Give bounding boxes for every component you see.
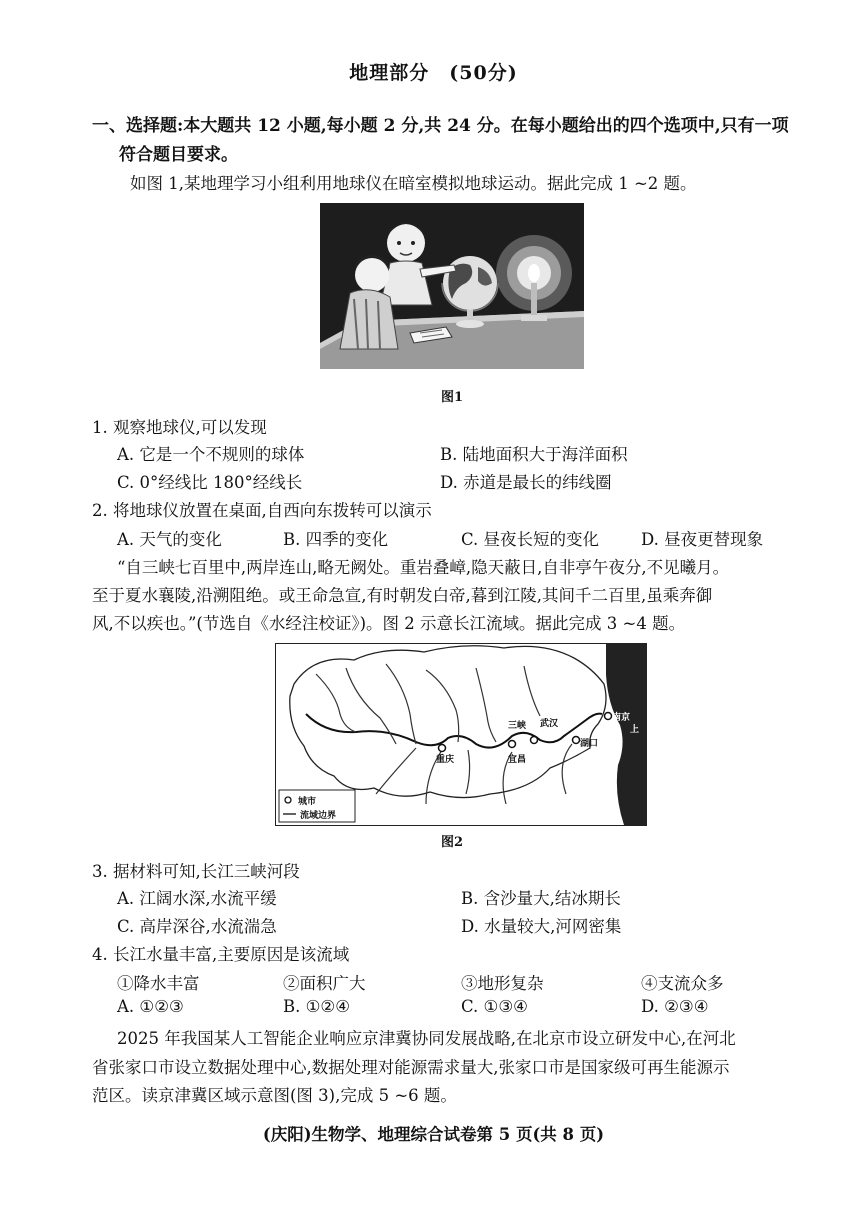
q4-option-c: C. ①③④ — [461, 997, 528, 1016]
passage1-line3: 风,不以疾也。”(节选自《水经注校证》)。图 2 示意长江流域。据此完成 3 ~4 题。 — [92, 614, 686, 633]
q2-option-a: A. 天气的变化 — [117, 530, 222, 549]
figure-2-yangtze-map — [275, 643, 647, 826]
q3-option-b: B. 含沙量大,结冰期长 — [461, 889, 621, 908]
legend-city-label: 城市 — [298, 797, 317, 807]
q3-stem: 3. 据材料可知,长江三峡河段 — [92, 862, 300, 881]
q4-item-4: ④支流众多 — [641, 974, 724, 993]
q1-option-c: C. 0°经线比 180°经线长 — [117, 473, 303, 492]
figure-1-caption: 图1 — [441, 390, 464, 405]
q3-option-d: D. 水量较大,河网密集 — [461, 917, 622, 936]
city-label-hukou: 湖口 — [580, 739, 599, 749]
city-label-nanjing: 南京 — [612, 713, 631, 723]
q2-option-c: C. 昼夜长短的变化 — [461, 530, 600, 549]
q3-option-c: C. 高岸深谷,水流湍急 — [117, 917, 277, 936]
page-footer: (庆阳)生物学、地理综合试卷第 5 页(共 8 页) — [262, 1125, 605, 1144]
figure-2-caption: 图2 — [441, 835, 464, 850]
q4-option-b: B. ①②④ — [283, 997, 350, 1016]
section-heading-line1: 一、选择题:本大题共 12 小题,每小题 2 分,共 24 分。在每小题给出的四个选项中,只有一项 — [92, 116, 789, 136]
q2-option-b: B. 四季的变化 — [283, 530, 389, 549]
q3-option-a: A. 江阔水深,水流平缓 — [117, 889, 277, 908]
q1-option-d: D. 赤道是最长的纬线圈 — [440, 473, 612, 492]
q4-item-3: ③地形复杂 — [461, 974, 544, 993]
label-sanxia: 三峡 — [508, 721, 527, 731]
q4-option-d: D. ②③④ — [641, 997, 709, 1016]
city-label-chongqing: 重庆 — [436, 755, 455, 765]
section-heading-line2: 符合题目要求。 — [119, 145, 238, 165]
passage2-line1: 2025 年我国某人工智能企业响应京津冀协同发展战略,在北京市设立研发中心,在河北 — [117, 1029, 736, 1048]
q2-stem: 2. 将地球仪放置在桌面,自西向东拨转可以演示 — [92, 501, 432, 520]
q2-option-d: D. 昼夜更替现象 — [641, 530, 764, 549]
city-label-wuhan: 武汉 — [540, 719, 559, 729]
passage1-line2: 至于夏水襄陵,沿溯阻绝。或王命急宣,有时朝发白帝,暮到江陵,其间千二百里,虽乘奔御 — [92, 586, 713, 605]
q4-stem: 4. 长江水量丰富,主要原因是该流域 — [92, 945, 350, 964]
passage2-line2: 省张家口市设立数据处理中心,数据处理对能源需求量大,张家口市是国家级可再生能源示 — [92, 1058, 730, 1077]
intro-q1-2: 如图 1,某地理学习小组利用地球仪在暗室模拟地球运动。据此完成 1 ~2 题。 — [130, 174, 697, 193]
q4-option-a: A. ①②③ — [117, 997, 184, 1016]
q1-option-b: B. 陆地面积大于海洋面积 — [440, 445, 628, 464]
q1-option-a: A. 它是一个不规则的球体 — [117, 445, 305, 464]
q4-item-2: ②面积广大 — [283, 974, 366, 993]
passage1-line1: “自三峡七百里中,两岸连山,略无阙处。重岩叠嶂,隐天蔽日,自非亭午夜分,不见曦月。 — [117, 558, 730, 577]
city-label-yichang: 宜昌 — [508, 755, 527, 765]
passage2-line3: 范区。读京津冀区域示意图(图 3),完成 5 ~6 题。 — [92, 1086, 457, 1105]
q4-item-1: ①降水丰富 — [117, 974, 200, 993]
legend-boundary-label: 流域边界 — [300, 811, 337, 821]
page-title: 地理部分 (50分) — [349, 62, 518, 84]
figure-1-globe-illustration — [320, 203, 584, 369]
city-label-shanghai: 上 — [630, 725, 640, 735]
q1-stem: 1. 观察地球仪,可以发现 — [92, 418, 267, 437]
